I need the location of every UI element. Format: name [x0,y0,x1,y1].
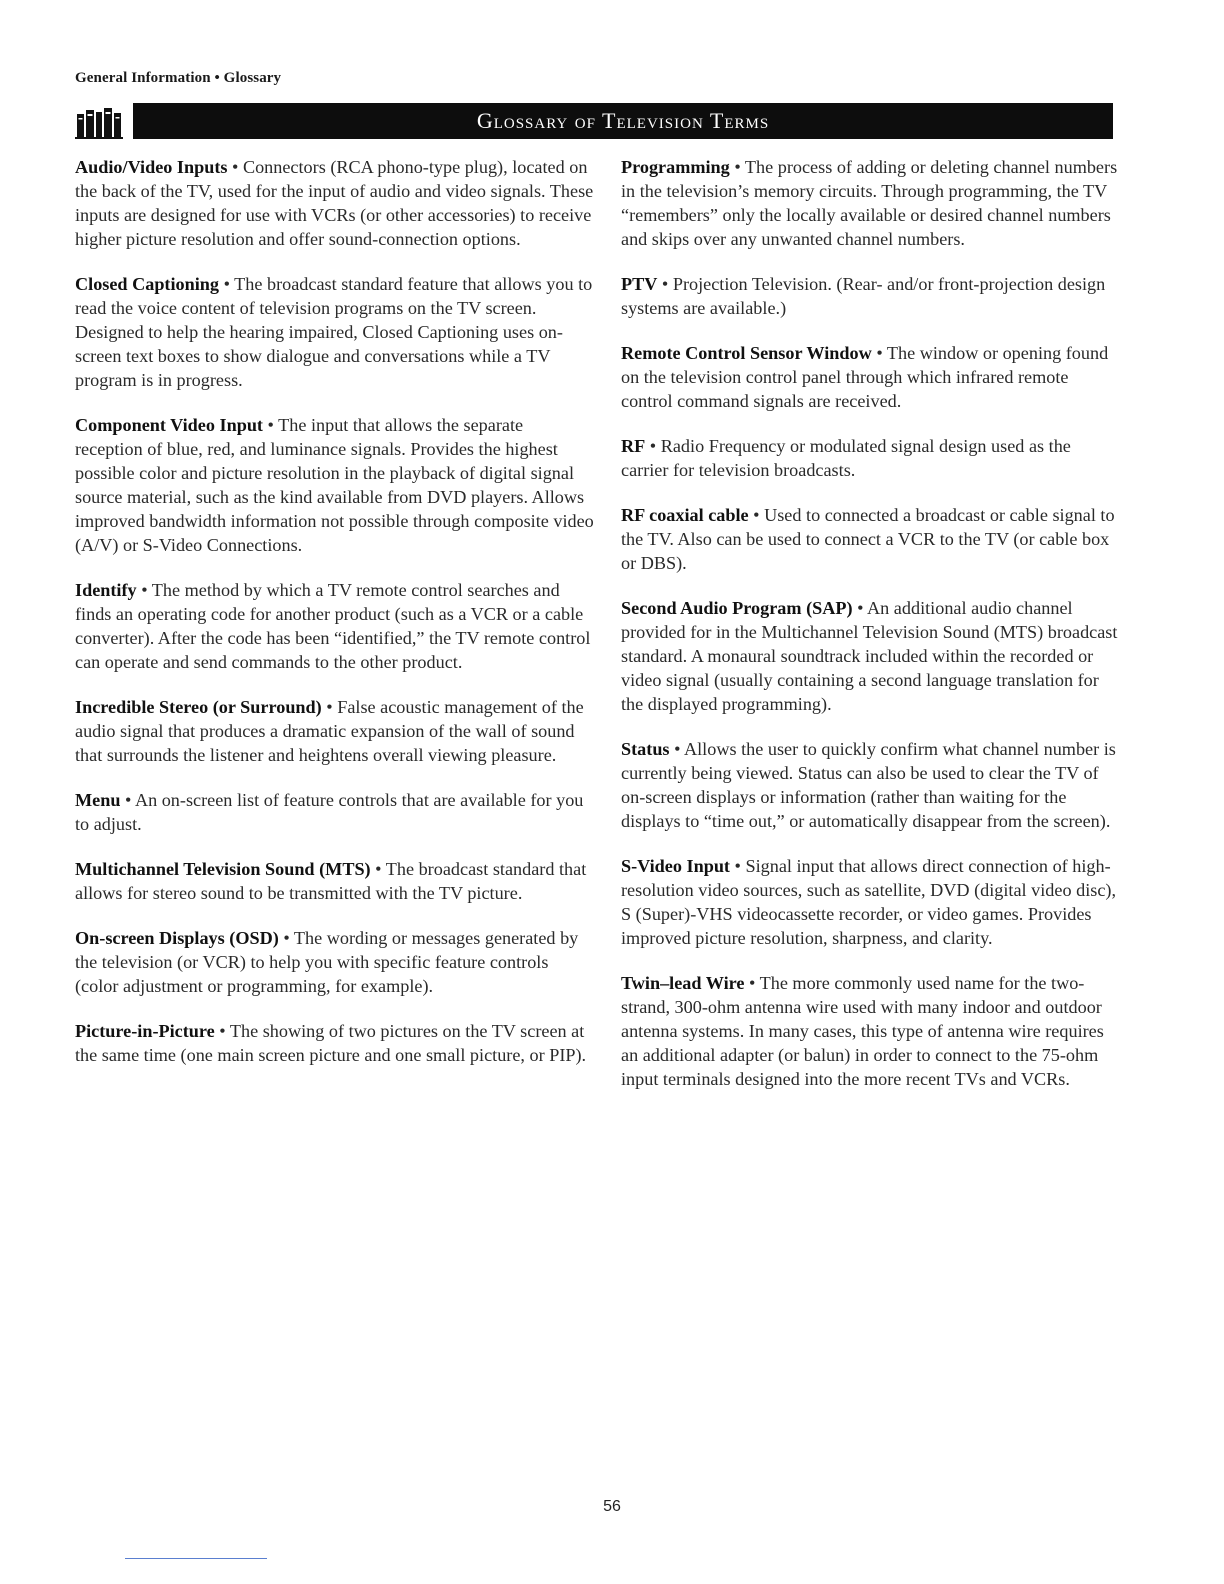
glossary-term: Menu [75,790,121,810]
breadcrumb: General Information • Glossary [75,70,282,86]
bullet-separator: • [262,415,279,435]
glossary-term: RF [621,436,646,456]
bullet-separator: • [871,343,887,363]
bullet-separator: • [852,598,868,618]
bullet-separator: • [227,157,243,177]
glossary-entry [621,971,1121,1091]
glossary-definition: The method by which a TV remote control searches and finds an operating code for another product (such as a VCR or a cable converter). After the code has been “identified,” the TV remote control can operate and send commands to the other product. [75,580,591,672]
bullet-separator: • [669,739,684,759]
glossary-definition: The broadcast standard feature that allows you to read the voice content of television programs on the TV screen. Designed to help the hearing impaired, Closed Captioning uses on-screen text boxes to show dialogue and conversations while a TV program is in progress. [75,274,593,390]
glossary-term: Incredible Stereo (or Surround) [75,697,322,717]
glossary-definition: The input that allows the separate reception of blue, red, and luminance signals. Provides the highest possible color and picture resolution in the playback of digital signal source material, such as the kind available from DVD players. Allows improved bandwidth information not possible through composite video (A/V) or S-Video Connections. [75,415,594,555]
bullet-separator: • [370,859,386,879]
glossary-entry [75,926,595,998]
glossary-definition: The window or opening found on the television control panel through which infrared remote control command signals are received. [621,343,1109,411]
title-bar [75,103,1113,139]
glossary-term: RF coaxial cable [621,505,749,525]
bullet-separator: • [120,790,135,810]
glossary-term: Twin–lead Wire [621,973,745,993]
glossary-term: Closed Captioning [75,274,220,294]
footer-rule [125,1558,267,1559]
glossary-entry [75,272,595,392]
bullet-separator: • [278,928,294,948]
glossary-definition: The more commonly used name for the two-strand, 300-ohm antenna wire used with many indoor and outdoor antenna systems. In many cases, this type of antenna wire requires an additional adapter (or balun) in order to connect to the 75-ohm input terminals designed into the more recent TVs and VCRs. [621,973,1104,1089]
glossary-term: Status [621,739,670,759]
glossary-entry [75,695,595,767]
glossary-definition: The showing of two pictures on the TV screen at the same time (one main screen picture and one small picture, or PIP). [75,1021,587,1065]
glossary-definition: An additional audio channel provided for in the Multichannel Television Sound (MTS) broadcast standard. A monaural soundtrack included within the recorded or video signal (usually containing a second language translation for the displayed programming). [621,598,1118,714]
glossary-term: On-screen Displays (OSD) [75,928,279,948]
glossary-definition: The wording or messages generated by the television (or VCR) to help you with specific feature controls (color adjustment or programming, for example). [75,928,579,996]
glossary-term: Remote Control Sensor Window [621,343,872,363]
glossary-entry [75,857,595,905]
glossary-definition: Allows the user to quickly confirm what channel number is currently being viewed. Status can also be used to clear the TV of on-screen displays or information (rather than waiting for the displays to “time out,” or automatically disappear from the screen). [621,739,1116,831]
title-band [133,103,1113,139]
glossary-entry [75,788,595,836]
bullet-separator: • [730,856,746,876]
glossary-entry [621,737,1121,833]
glossary-entry [621,434,1121,482]
bullet-separator: • [744,973,760,993]
glossary-entry [621,596,1121,716]
glossary-term: Programming [621,157,730,177]
glossary-term: Audio/Video Inputs [75,157,228,177]
glossary-entry [75,155,595,251]
glossary-definition: Used to connected a broadcast or cable signal to the TV. Also can be used to connect a VCR to the TV (or cable box or DBS). [621,505,1115,573]
glossary-right-column [621,155,1121,1112]
page-number: 56 [603,1498,621,1515]
glossary-entry [75,578,595,674]
glossary-definition: Radio Frequency or modulated signal design used as the carrier for television broadcasts. [621,436,1071,480]
bullet-separator: • [214,1021,230,1041]
glossary-entry [621,272,1121,320]
bullet-separator: • [321,697,338,717]
glossary-definition: The process of adding or deleting channel numbers in the television’s memory circuits. Through programming, the TV “remembers” only the locally available or desired channel numbers and skips over any unwanted channel numbers. [621,157,1118,249]
glossary-entry [75,1019,595,1067]
glossary-definition: Signal input that allows direct connection of high-resolution video sources, such as satellite, DVD (digital video disc), S (Super)-VHS videocassette recorder, or video games. Provides improved picture resolution, sharpness, and clarity. [621,856,1116,948]
bullet-separator: • [136,580,152,600]
bullet-separator: • [219,274,235,294]
glossary-term: PTV [621,274,658,294]
glossary-term: Picture-in-Picture [75,1021,215,1041]
glossary-definition: Projection Television. (Rear- and/or front-projection design systems are available.) [621,274,1106,318]
glossary-entry [621,854,1121,950]
page-title: Glossary of Television Terms [476,108,770,133]
glossary-term: Second Audio Program (SAP) [621,598,853,618]
bullet-separator: • [657,274,673,294]
glossary-definition: An on-screen list of feature controls that are available for you to adjust. [75,790,584,834]
glossary-left-column [75,155,595,1088]
glossary-entry [621,155,1121,251]
bullet-separator: • [645,436,661,456]
glossary-term: Identify [75,580,137,600]
glossary-definition: False acoustic management of the audio signal that produces a dramatic expansion of the wall of sound that surrounds the listener and heightens overall viewing pleasure. [75,697,584,765]
bullet-separator: • [729,157,745,177]
glossary-term: Multichannel Television Sound (MTS) [75,859,371,879]
bullet-separator: • [748,505,765,525]
glossary-term: S-Video Input [621,856,730,876]
glossary-entry [621,503,1121,575]
glossary-term: Component Video Input [75,415,263,435]
glossary-definition: Connectors (RCA phono-type plug), located on the back of the TV, used for the input of audio and video signals. These inputs are designed for use with VCRs (or other accessories) to receive higher picture resolution and offer sound-connection options. [75,157,594,249]
glossary-definition: The broadcast standard that allows for stereo sound to be transmitted with the TV picture. [75,859,587,903]
glossary-entry [621,341,1121,413]
glossary-entry [75,413,595,557]
book-stack-icon [75,105,123,139]
